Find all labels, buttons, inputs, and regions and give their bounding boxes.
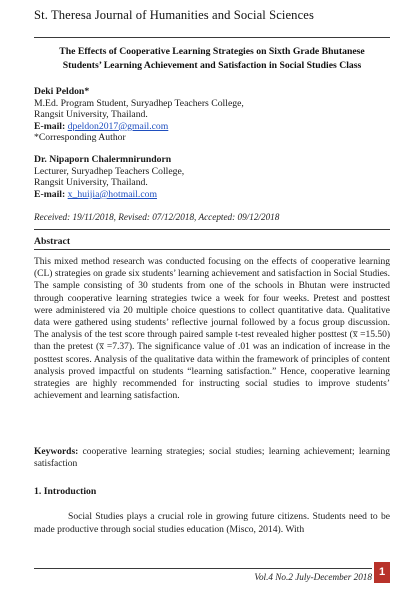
page-number-badge: 1	[374, 562, 390, 583]
email-label: E-mail:	[34, 188, 66, 200]
footer-rule	[34, 568, 372, 569]
author-block-2	[34, 154, 184, 200]
author-position: M.Ed. Program Student, Suryadhep Teachers College,	[34, 97, 244, 109]
author-institution: Rangsit University, Thailand.	[34, 177, 148, 189]
author-email-link[interactable]: dpeldon2017@gmail.com	[67, 120, 169, 132]
introduction-text: Social Studies plays a crucial role in growing future citizens. Students need to be made productive through social studies education (Misco, 2014). With	[34, 511, 390, 535]
corresponding-note: *Corresponding Author	[34, 132, 126, 144]
journal-name: St. Theresa Journal of Humanities and Social Sciences	[34, 8, 314, 22]
title-line-1: The Effects of Cooperative Learning Strategies on Sixth Grade Bhutanese	[59, 46, 365, 57]
abstract-heading-rule	[34, 249, 390, 250]
author-email-row	[34, 189, 184, 201]
author-email-row	[34, 121, 244, 133]
author-name: Dr. Nipaporn Chalermnirundorn	[34, 154, 172, 165]
author-email-link[interactable]: x_huijia@hotmail.com	[67, 188, 158, 200]
email-label: E-mail:	[34, 120, 66, 132]
submission-dates: Received: 19/11/2018, Revised: 07/12/2018, Accepted: 09/12/2018	[34, 212, 280, 222]
section-heading: 1. Introduction	[34, 486, 97, 497]
paper-title	[34, 45, 390, 73]
author-name: Deki Peldon*	[34, 86, 90, 97]
keywords-text: cooperative learning strategies; social studies; learning achievement; learning satisfaction	[34, 447, 390, 470]
introduction-body	[34, 511, 390, 536]
author-block-1	[34, 86, 244, 144]
author-position: Lecturer, Suryadhep Teachers College,	[34, 165, 185, 177]
abstract-body	[34, 256, 390, 402]
abstract-text: This mixed method research was conducted focusing on the effects of cooperative learning (CL) strategies on grade six students’ learning achievement and satisfaction in Social Studies. The sample consisting of 30 students from one of the schools in Bhutan were instructed through cooperative learning strategies twice a week for four weeks. Pretest and posttest were administered via 20 multiple choice questions to collect quantitative data. Qualitative data were gathered using students’ reflective journal followed by a focus group discussion. The analysis of the test score through paired sample t-test revealed higher posttest (x̅ =15.50) than the pretest (x̅ =7.37). The significance value of .01 was an indication of increase in the posttest scores. Analysis of the qualitative data within the framework of principles of content analysis proved impactful on students “learning satisfaction.” Hence, cooperative learning strategies are highly recommended for instructing social studies to improve students’ achievement and learning satisfaction.	[34, 257, 390, 402]
volume-info: Vol.4 No.2 July-December 2018	[254, 572, 372, 582]
keywords-label: Keywords:	[34, 447, 79, 457]
abstract-heading: Abstract	[34, 236, 71, 247]
abstract-top-rule	[34, 229, 390, 230]
title-line-2: Students’ Learning Achievement and Satisfaction in Social Studies Class	[62, 60, 362, 71]
keywords-block	[34, 446, 390, 470]
author-institution: Rangsit University, Thailand.	[34, 109, 148, 121]
header-rule	[34, 37, 390, 38]
